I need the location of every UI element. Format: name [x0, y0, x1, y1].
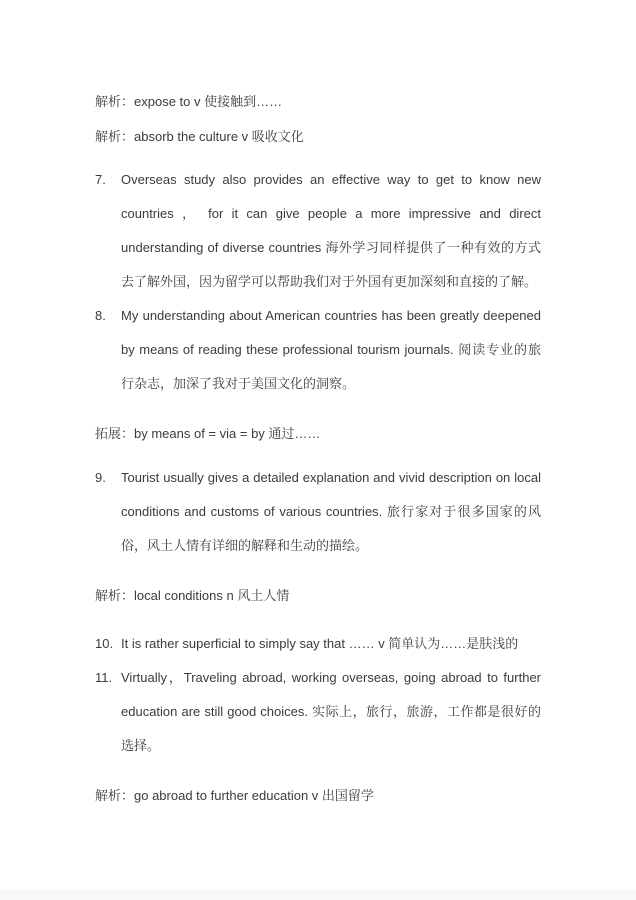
list-item-8	[95, 299, 545, 401]
expansion-note: 拓展：by means of = via = by 通过……	[95, 426, 321, 441]
analysis-note: 解析：expose to v 使接触到……	[95, 94, 283, 109]
analysis-note: 解析：absorb the culture v 吸收文化	[95, 129, 304, 144]
item-text: Overseas study also provides an effective way to get to know new countries ， for it can give people a more impressive and direct understanding of diverse countries 海外学习同样提供了一种有效的方式去了解外国，因为留学可以帮助我们对于外国有更加深刻和直接的了解。	[121, 172, 545, 289]
list-item-9	[95, 461, 545, 563]
list-item-11	[95, 661, 545, 763]
item-number: 8.	[95, 308, 106, 323]
item-text: Virtually，Traveling abroad, working overseas, going abroad to further education are still good choices. 实际上，旅行，旅游，工作都是很好的选择。	[121, 670, 545, 753]
item-number: 9.	[95, 470, 106, 485]
analysis-note: 解析：go abroad to further education v 出国留学	[95, 788, 374, 803]
item-number: 7.	[95, 172, 106, 187]
item-text: Tourist usually gives a detailed explanation and vivid description on local conditions and customs of various countries. 旅行家对于很多国家的风俗，风土人情有详细的解释和生动的描绘。	[121, 470, 545, 553]
analysis-note: 解析：local conditions n 风土人情	[95, 588, 290, 603]
item-text: My understanding about American countries has been greatly deepened by means of reading these professional tourism journals. 阅读专业的旅行杂志，加深了我对于美国文化的洞察。	[121, 308, 545, 391]
list-item-10	[95, 627, 541, 661]
item-number: 11.	[95, 670, 113, 685]
item-text: It is rather superficial to simply say that …… v 简单认为……是肤浅的	[121, 636, 519, 651]
list-item-7	[95, 163, 545, 299]
document-content	[95, 85, 545, 813]
item-number: 10.	[95, 636, 114, 651]
page-bottom-edge	[0, 890, 636, 900]
